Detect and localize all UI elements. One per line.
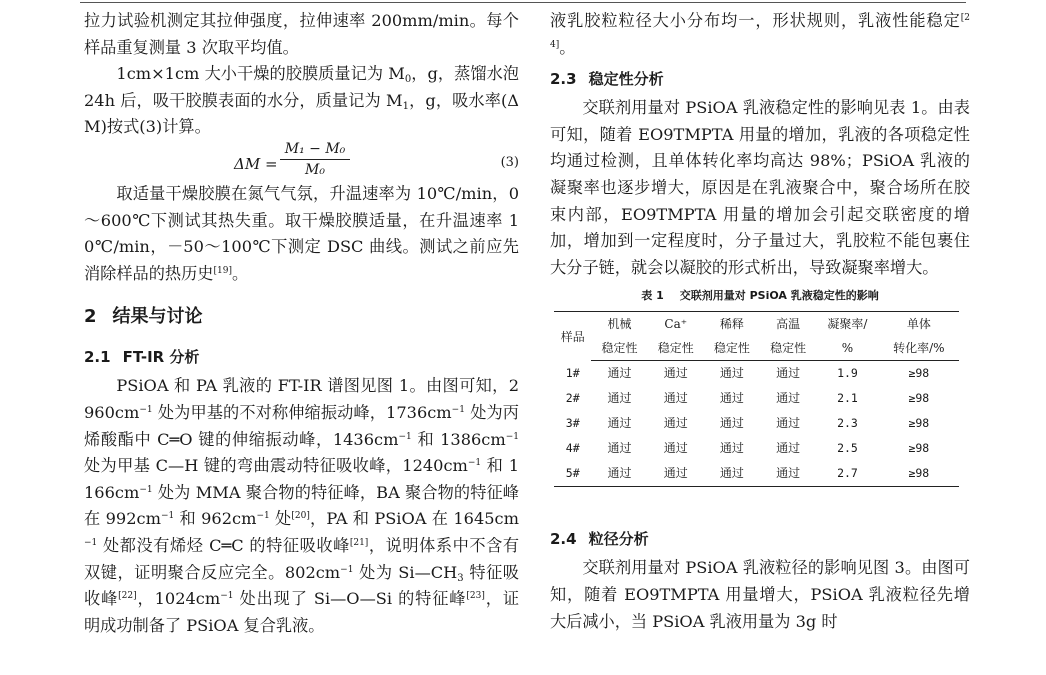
table-caption: 表 1 交联剂用量对 PSiOA 乳液稳定性的影响: [641, 289, 879, 303]
citation: [21]: [349, 537, 369, 548]
table-header: 单体: [906, 317, 931, 332]
paragraph-water-absorption: 1cm×1cm 大小干燥的胶膜质量记为 $M_0$，g，蒸馏水泡 24h 后，吸干胶膜表面的水分，质量记为 $M_1$，g，吸水率(ΔM)按式(3)计算。: [84, 64, 519, 137]
equation-number: (3): [500, 154, 519, 170]
right-column: [550, 8, 970, 635]
table-header: 稳定性: [760, 336, 816, 361]
table-row: 2# 通过 通过 通过 通过 2.1 ≥98: [565, 391, 930, 406]
table-header: 高温: [776, 317, 801, 332]
equation-3: [84, 141, 519, 181]
section-heading-2: 2 结果与讨论: [84, 306, 203, 328]
table-header: 稳定性: [648, 336, 704, 361]
table-header: Ca⁺: [664, 317, 688, 332]
citation: [19]: [213, 265, 232, 276]
paragraph-particle-size: 交联剂用量对 PSiOA 乳液粒径的影响见图 3。由图可知，随着 EO9TMPTA 用量增大，PSiOA 乳液粒径先增大后减小，当 PSiOA 乳液用量为 3g 时: [550, 558, 970, 631]
equation-lhs: ΔM =: [234, 154, 278, 173]
citation: [23]: [466, 591, 485, 602]
table-header: 机械: [607, 317, 632, 332]
table-row: 5# 通过 通过 通过 通过 2.7 ≥98: [565, 466, 930, 481]
table-row: 3# 通过 通过 通过 通过 2.3 ≥98: [565, 416, 930, 431]
paragraph-tensile: 拉力试验机测定其拉伸强度，拉伸速率 200mm/min。每个样品重复测量 3 次取平均值。: [84, 11, 519, 57]
section-heading-2-1: 2.1 FT-IR 分析: [84, 348, 200, 367]
citation: [24]: [550, 13, 970, 50]
paragraph-stability: 交联剂用量对 PSiOA 乳液稳定性的影响见表 1。由表可知，随着 EO9TMPTA 用量的增加，乳液的各项稳定性均通过检测，且单体转化率均高达 98%；PSiOA 乳液的凝聚率也逐步增大，原因是在乳液聚合中，聚合场所在胶束内部，EO9TMPTA 用量的增加会引起交联密度的增加，增加到一定程度时，分子量过大，乳胶粒不能包裹住大分子链，就会以凝胶的形式析出，导致凝聚率增大。: [550, 98, 970, 277]
left-column: [84, 8, 519, 639]
paragraph-ftir: PSiOA 和 PA 乳液的 FT-IR 谱图见图 1。由图可知，$2960cm^{-1}$ 处为甲基的不对称伸缩振动峰，$1736cm^{-1}$ 处为丙烯酸酯中 C═O 键的伸缩振动峰，$1436cm^{-1}$ 和 $1386cm^{-1}$ 处为甲基 C—H 键的弯曲震动特征吸收峰，$1240cm^{-1}$ 和 $1166cm^{-1}$ 处为 MMA 聚合物的特征峰，BA 聚合物的特征峰在 $992cm^{-1}$ 和 $962cm^{-1}$ 处[20]，PA 和 PSiOA 在 $1645cm^{-1}$ 处都没有烯烃 C═C 的特征吸收峰[21]，说明体系中不含有双键，证明聚合反应完全。$802cm^{-1}$ 处为 $Si—CH_3$ 特征吸收峰[22]，$1024cm^{-1}$ 处出现了 Si—O—Si 的特征峰[23]，证明成功制备了 PSiOA 复合乳液。: [84, 376, 520, 635]
table-header: 稀释: [719, 317, 744, 332]
section-heading-2-3: 2.3 稳定性分析: [550, 70, 664, 89]
table-header-sample: 样品: [560, 329, 585, 344]
section-heading-2-4: 2.4 粒径分析: [550, 530, 649, 549]
header-rule: [80, 2, 966, 3]
table-header: %: [816, 336, 878, 361]
equation-denominator: M₀: [305, 161, 325, 178]
table-header: 稳定性: [704, 336, 760, 361]
stability-table: [554, 311, 959, 487]
equation-numerator: M₁ − M₀: [280, 141, 350, 160]
table-header: 凝聚率/: [827, 317, 868, 332]
citation: [22]: [118, 591, 137, 602]
table-row: 1# 通过 通过 通过 通过 1.9 ≥98: [565, 366, 930, 381]
equation-fraction: [280, 141, 350, 178]
table-header: 稳定性: [591, 336, 647, 361]
table-row: 4# 通过 通过 通过 通过 2.5 ≥98: [565, 441, 930, 456]
paragraph-thermal: 取适量干燥胶膜在氮气气氛，升温速率为 10℃/min，0～600℃下测试其热失重。取干燥胶膜适量，在升温速率 10℃/min，－50～100℃下测定 DSC 曲线。测试之前应先消除样品的热历史[19]。: [84, 183, 519, 283]
paragraph-continued: 液乳胶粒粒径大小分布均一，形状规则，乳液性能稳定[24]。: [550, 11, 970, 57]
citation: [20]: [291, 511, 310, 522]
table-header: 转化率/%: [879, 336, 959, 361]
